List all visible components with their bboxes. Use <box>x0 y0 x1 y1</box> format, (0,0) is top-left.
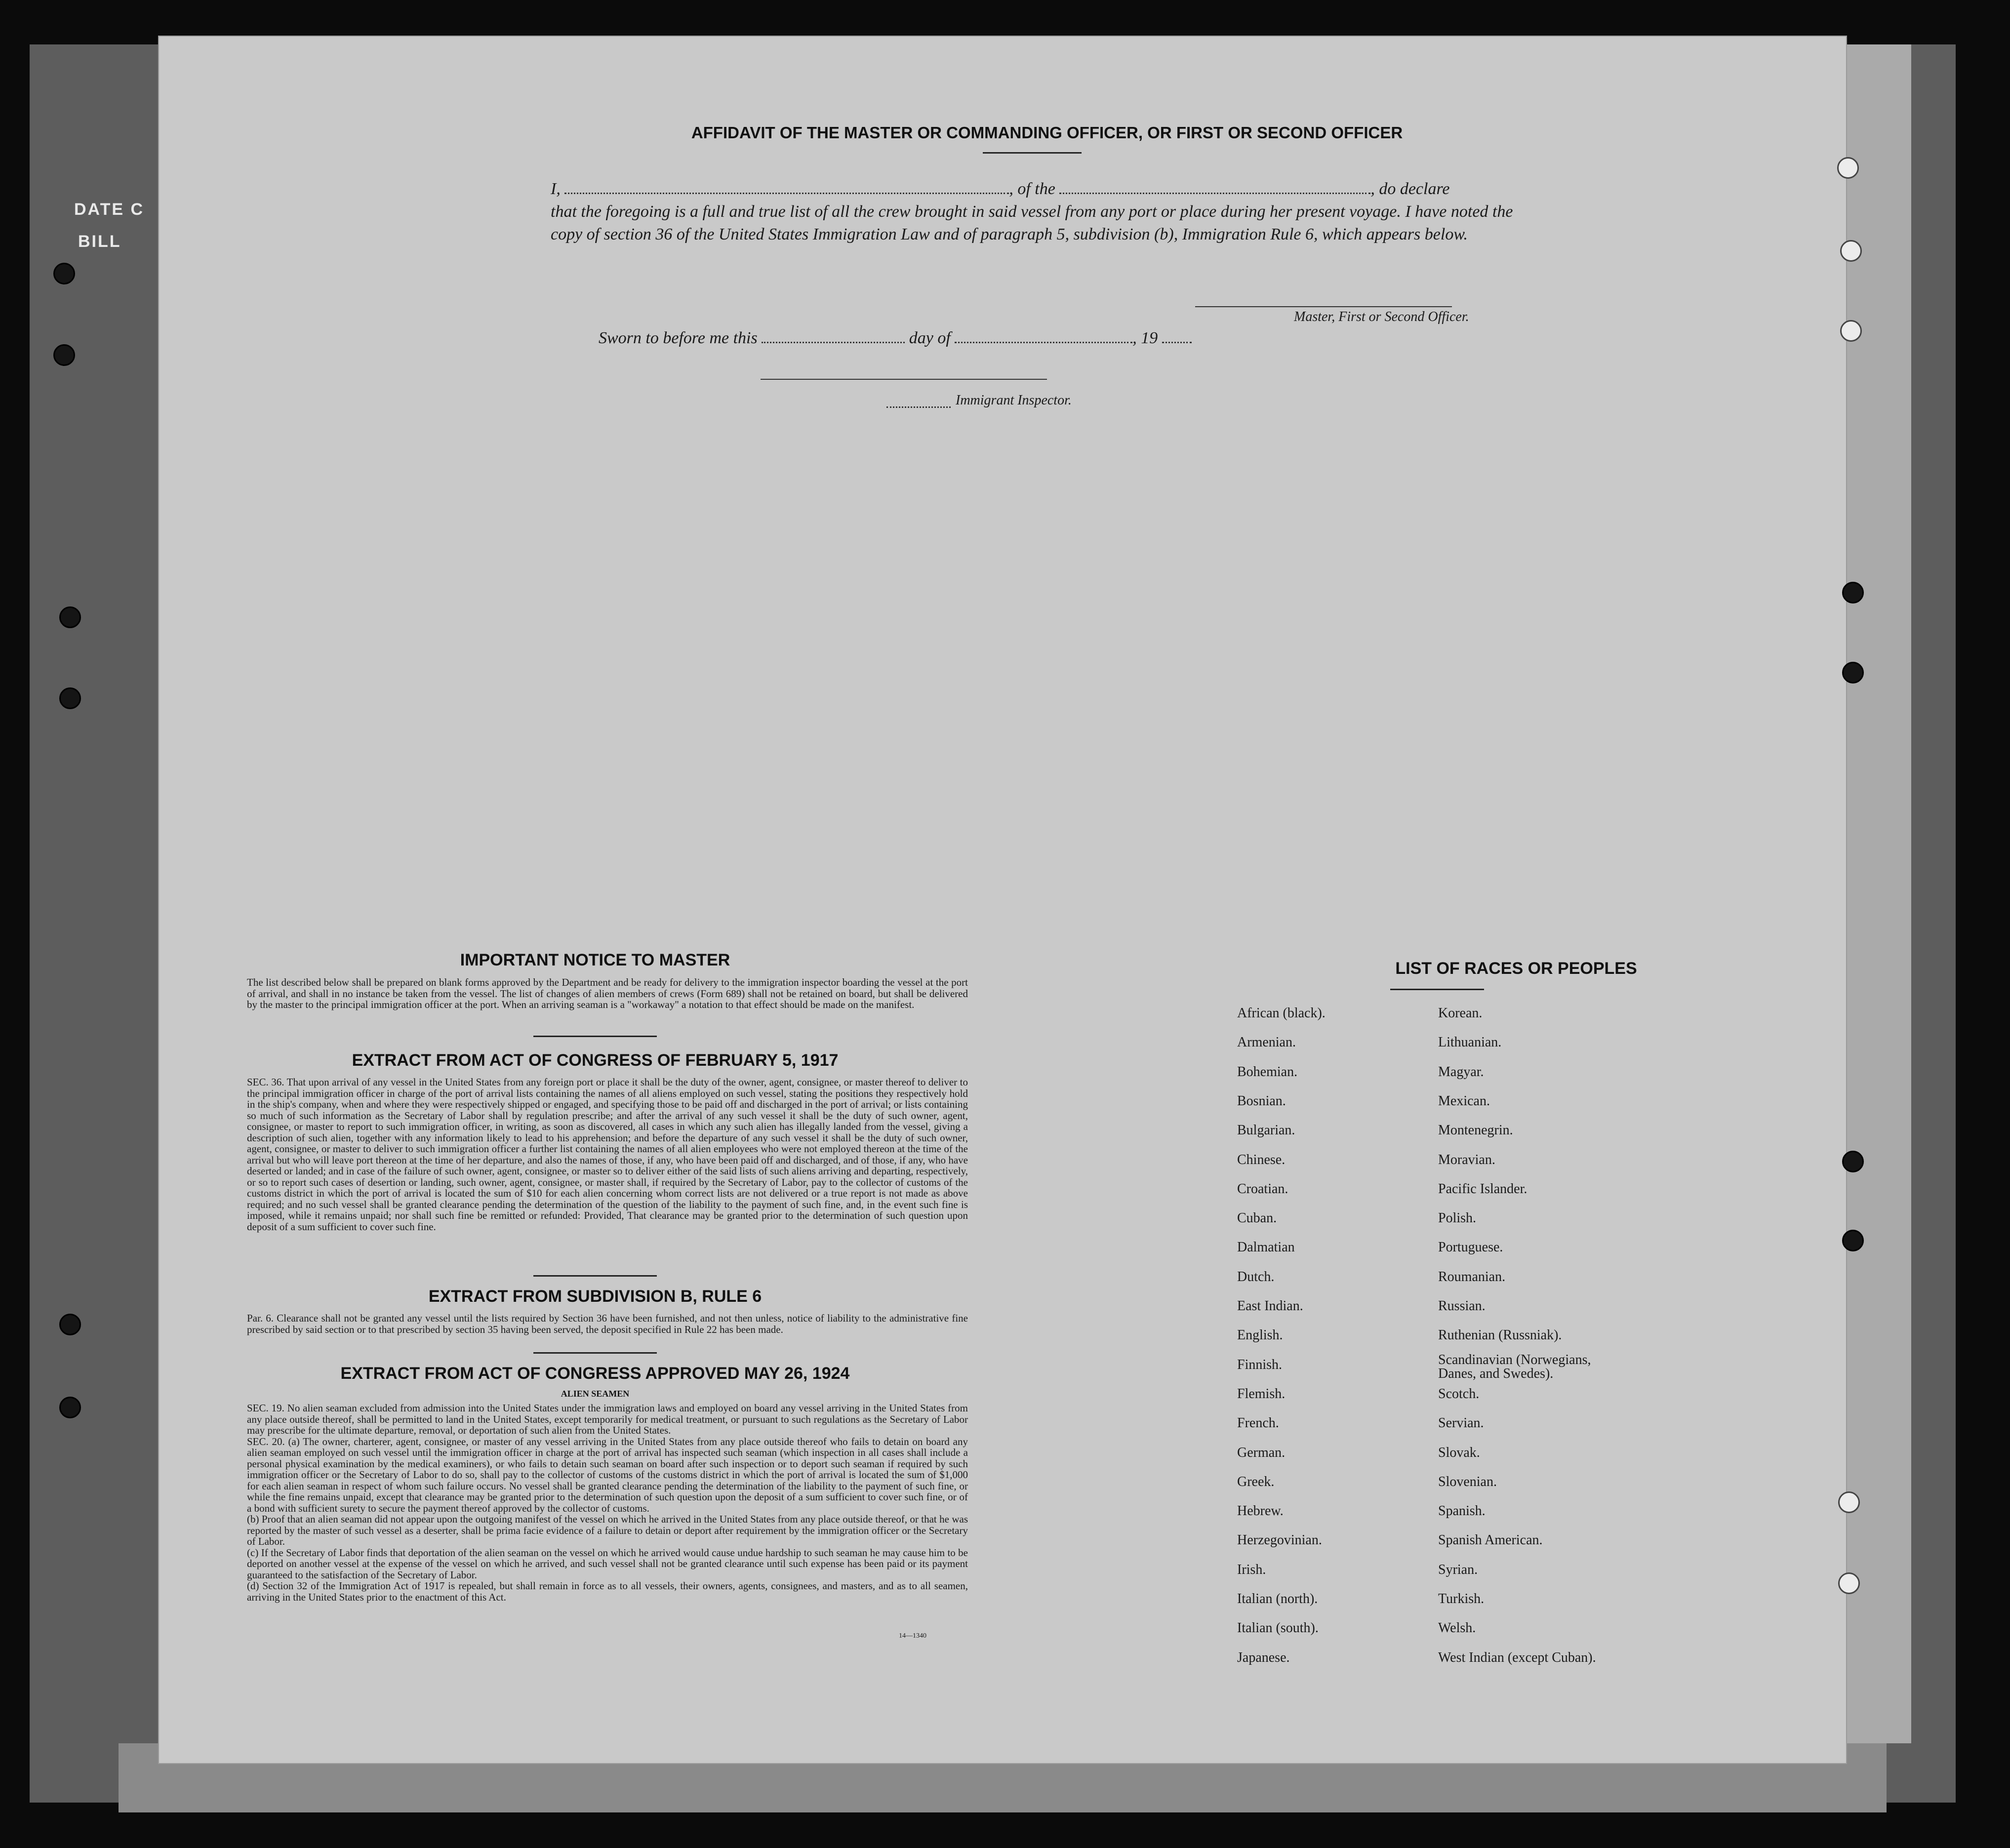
declare-suffix: , do declare <box>1370 180 1450 198</box>
notice-title: IMPORTANT NOTICE TO MASTER <box>460 951 730 969</box>
race-item: Spanish. <box>1438 1503 1486 1519</box>
race-item: Lithuanian. <box>1438 1035 1502 1050</box>
declaration-body: that the foregoing is a full and true list of all the crew brought in said vessel from any port or place during her present voyage. I have noted the copy of section 36 of the United States Immigration Law and of paragraph 5, subdivision (b), Immigration Rule 6, which appears below. <box>551 202 1513 243</box>
punch-hole <box>1840 240 1862 262</box>
race-item: Welsh. <box>1438 1620 1476 1636</box>
race-item: Montenegrin. <box>1438 1123 1513 1138</box>
race-item: Pacific Islander. <box>1438 1181 1528 1197</box>
race-item: Slovenian. <box>1438 1474 1497 1489</box>
declarant-prefix: I, <box>551 180 561 198</box>
race-item: Greek. <box>1237 1474 1275 1489</box>
sec-20a-paragraph: SEC. 20. (a) The owner, charterer, agent, consignee, or master of any vessel arriving in the United States from any place outside thereof who fails to detain on board any alien seaman employed on such vessel until the immigration officer in charge at the port of arrival has inspected such seaman (which inspection in all cases shall include a personal physical examination by the medical examiners), or who fails to detain such seaman on board after such inspection or to deport such seaman if required by such immigration officer or the Secretary of Labor to do so, shall pay to the collector of customs of the customs district in which the port of arrival is located the sum of $1,000 for each alien seaman in respect of whom such failure occurs. No vessel shall be granted clearance pending the determination of the liability to the payment of such fine, or while the fine remains unpaid, except that clearance may be granted prior to the determination of such question upon the deposit of a sum sufficient to cover such fine, or of a bond with sufficient surety to secure the payment thereof approved by the collector of customs. <box>247 1435 968 1514</box>
punch-hole <box>53 263 75 284</box>
vessel-prefix: , of the <box>1009 180 1055 198</box>
punch-hole <box>1837 157 1859 179</box>
rule-6-text: Par. 6. Clearance shall not be granted any vessel until the lists required by Section 36 have been furnished, and not then unless, notice of liability to the administrative fine prescribed by said section or to that prescribed by section 35 having been served, the deposit specified in Rule 22 has been made. <box>247 1312 968 1335</box>
under-sheet-label-bill: BILL <box>78 232 121 251</box>
race-item: Flemish. <box>1237 1386 1286 1402</box>
race-item: Roumanian. <box>1438 1269 1506 1285</box>
race-item: Syrian. <box>1438 1562 1478 1577</box>
races-divider <box>1390 989 1484 990</box>
race-item: Servian. <box>1438 1415 1484 1431</box>
race-item: Croatian. <box>1237 1181 1288 1197</box>
under-sheet-label-date: DATE C <box>74 200 145 219</box>
race-item: West Indian (except Cuban). <box>1438 1649 1596 1665</box>
punch-hole <box>1842 1230 1864 1251</box>
race-item: French. <box>1237 1415 1279 1431</box>
punch-hole <box>1842 1151 1864 1172</box>
punch-hole <box>1840 320 1862 342</box>
race-item: Scotch. <box>1438 1386 1480 1402</box>
notice-divider <box>533 1036 657 1037</box>
rule-6-divider <box>533 1352 657 1354</box>
extract-1924-title: EXTRACT FROM ACT OF CONGRESS APPROVED MAY 26, 1924 <box>340 1364 850 1383</box>
races-title: LIST OF RACES OR PEOPLES <box>1395 959 1637 978</box>
extract-1917-text: SEC. 36. That upon arrival of any vessel in the United States from any foreign port or place it shall be the duty of the owner, agent, consignee, or master thereof to deliver to the principal immigration officer in charge of the port of arrival lists containing the names of all aliens employed on such vessel, stating the positions they respectively hold in the ship's company, when and where they were respectively shipped or engaged, and specifying those to be paid off and discharged in the port of arrival; or lists containing so much of such information as the Secretary of Labor shall by regulation prescribe; and after the arrival of any such vessel it shall be the duty of such owner, agent, consignee, or master to report to such immigration officer, in writing, as soon as discovered, all cases in which any such alien has illegally landed from the vessel, giving a description of such alien, together with any information likely to lead to his apprehension; and before the departure of any such vessel it shall be the duty of such owner, agent, consignee, or master to deliver to such immigration officer a further list containing the names of all alien employees who were not employed thereon at the time of the arrival but who will leave port thereon at the time of her departure, and also the names of those, if any, who have been paid off and discharged, and of those, if any, who have deserted or landed; and in case of the failure of such owner, agent, consignee, or master so to deliver either of the said lists of such aliens arriving and departing, respectively, or so to report such cases of desertion or landing, such owner, agent, consignee, or master shall, if required by the Secretary of Labor, pay to the collector of customs of the customs district in which the port of arrival is located the sum of $10 for each alien concerning whom correct lists are not delivered or a true report is not made as above required; and no such vessel shall be granted clearance pending the determination of the question of the liability to the payment of such fine, and, in the event such fine is imposed, while it remains unpaid; nor shall such fine be remitted or refunded: Provided, That clearance may be granted prior to the determination of such question upon deposit of a sum sufficient to cover such fine. <box>247 1076 968 1233</box>
sec-20c-paragraph: (c) If the Secretary of Labor finds that deportation of the alien seaman on the vessel on which he arrived would cause undue hardship to such seaman he may cause him to be deported on another vessel at the expense of the vessel on which he arrived, and such vessel shall not be granted clearance until such expense has been paid or its payment guaranteed to the satisfaction of the Secretary of Labor. <box>247 1546 968 1581</box>
race-item: Bohemian. <box>1237 1064 1298 1080</box>
form-number: 14—1340 <box>899 1632 926 1640</box>
sworn-day-field[interactable] <box>762 341 905 343</box>
race-item: Hebrew. <box>1237 1503 1284 1519</box>
punch-hole <box>1838 1572 1860 1594</box>
race-item: Chinese. <box>1237 1152 1286 1167</box>
race-item: Armenian. <box>1237 1035 1296 1050</box>
race-item: Magyar. <box>1438 1064 1484 1080</box>
affidavit-declaration <box>551 178 1538 246</box>
race-item: Mexican. <box>1438 1093 1490 1109</box>
affidavit-title: AFFIDAVIT OF THE MASTER OR COMMANDING OFFICER, OR FIRST OR SECOND OFFICER <box>691 123 1403 142</box>
master-signature-label: Master, First or Second Officer. <box>1294 309 1469 324</box>
race-item: Italian (south). <box>1237 1620 1319 1636</box>
punch-hole <box>1842 582 1864 603</box>
sec-19-paragraph: SEC. 19. No alien seaman excluded from admission into the United States under the immigration laws and employed on board any vessel arriving in the United States from any place outside thereof, shall be permitted to land in the United States, except temporarily for medical treatment, or pursuant to such regulations as the Secretary of Labor may prescribe for the ultimate departure, removal, or deportation of such alien from the United States. <box>247 1402 968 1436</box>
race-item: Cuban. <box>1237 1210 1277 1226</box>
race-item: Turkish. <box>1438 1591 1485 1607</box>
extract-1917-title: EXTRACT FROM ACT OF CONGRESS OF FEBRUARY 5, 1917 <box>352 1051 839 1070</box>
inspector-dots <box>886 406 951 408</box>
extract-1924-text <box>247 1403 968 1603</box>
sworn-day-label: day of <box>909 329 951 347</box>
race-item: Bosnian. <box>1237 1093 1286 1109</box>
race-item: Ruthenian (Russniak). <box>1438 1327 1562 1343</box>
race-item: German. <box>1237 1445 1286 1460</box>
declarant-name-field[interactable] <box>564 192 1009 194</box>
punch-hole <box>53 344 75 366</box>
vessel-name-field[interactable] <box>1059 192 1370 194</box>
punch-hole <box>59 606 81 628</box>
sworn-year-field[interactable] <box>1162 341 1192 343</box>
punch-hole <box>1838 1491 1860 1513</box>
right-sheet-edge <box>1847 44 1911 1743</box>
race-item: Japanese. <box>1237 1649 1290 1665</box>
sworn-line <box>599 327 1290 350</box>
punch-hole <box>59 1397 81 1418</box>
race-item: African (black). <box>1237 1005 1326 1021</box>
sworn-year-label: , 19 <box>1132 329 1158 347</box>
sec-20d-paragraph: (d) Section 32 of the Immigration Act of 1917 is repealed, but shall remain in force as to all vessels, their owners, agents, consignees, and masters, and as to all seamen, arriving in the United States prior to the enactment of this Act. <box>247 1580 968 1603</box>
race-item: Korean. <box>1438 1005 1483 1021</box>
race-item: Finnish. <box>1237 1357 1283 1372</box>
rule-6-title: EXTRACT FROM SUBDIVISION B, RULE 6 <box>428 1287 762 1306</box>
master-signature-line[interactable] <box>1195 306 1452 307</box>
inspector-signature-line[interactable] <box>761 379 1047 380</box>
race-item: Italian (north). <box>1237 1591 1318 1607</box>
sec-20b-paragraph: (b) Proof that an alien seaman did not appear upon the outgoing manifest of the vessel on which he arrived in the United States from any place outside thereof, or that he was reported by the master of such vessel as a deserter, shall be prima facie evidence of a failure to detain or deport after requirement by the immigration officer or the Secretary of Labor. <box>247 1513 968 1547</box>
race-item: Dalmatian <box>1237 1240 1295 1255</box>
race-item: Scandinavian (Norwegians, Danes, and Swedes). <box>1438 1352 1591 1381</box>
race-item: Russian. <box>1438 1298 1486 1314</box>
punch-hole <box>1842 662 1864 683</box>
race-item: Irish. <box>1237 1562 1266 1577</box>
race-item: Bulgarian. <box>1237 1123 1295 1138</box>
title-divider <box>983 152 1082 154</box>
race-item: Spanish American. <box>1438 1532 1543 1548</box>
extract-1917-divider <box>533 1275 657 1277</box>
notice-text: The list described below shall be prepared on blank forms approved by the Department and be ready for delivery to the immigration inspector boarding the vessel at the port of arrival, and shall in no instance be taken from the vessel. The list of changes of alien members of crews (Form 689) shall not be retained on board, but shall be delivered by the master to the principal immigration officer at the port. When an arriving seaman is a "workaway" a notation to that effect should be made on the manifest. <box>247 976 968 1010</box>
inspector-label: Immigrant Inspector. <box>956 393 1072 408</box>
sworn-prefix: Sworn to before me this <box>599 329 758 347</box>
race-item: Herzegovinian. <box>1237 1532 1322 1548</box>
punch-hole <box>59 687 81 709</box>
race-item: Polish. <box>1438 1210 1477 1226</box>
race-item: Slovak. <box>1438 1445 1480 1460</box>
punch-hole <box>59 1314 81 1335</box>
race-item: Dutch. <box>1237 1269 1275 1285</box>
race-item: Moravian. <box>1438 1152 1495 1167</box>
race-item: East Indian. <box>1237 1298 1303 1314</box>
race-item: Portuguese. <box>1438 1240 1503 1255</box>
race-item: English. <box>1237 1327 1283 1343</box>
sworn-month-field[interactable] <box>955 341 1132 343</box>
extract-1924-subtitle: ALIEN SEAMEN <box>561 1389 630 1399</box>
